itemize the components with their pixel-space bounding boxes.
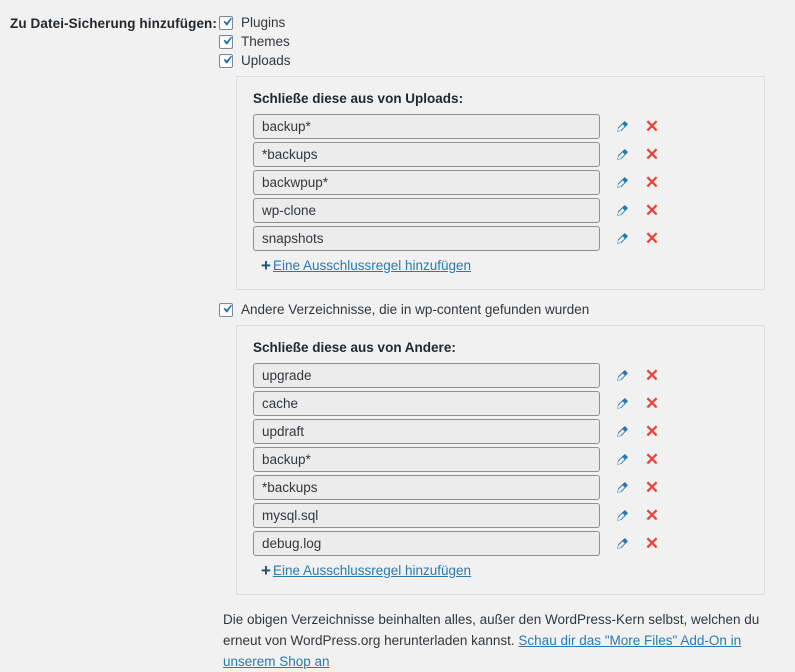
exclusion-row xyxy=(253,114,748,139)
checkbox-row-themes[interactable] xyxy=(219,32,785,51)
edit-icon[interactable] xyxy=(614,536,630,552)
close-x-icon[interactable]: ✕ xyxy=(644,449,660,469)
edit-icon[interactable] xyxy=(614,203,630,219)
other-exclusion-title: Schließe diese aus von Andere: xyxy=(253,340,456,355)
close-x-icon[interactable]: ✕ xyxy=(644,421,660,441)
other-exclusion-input-6[interactable] xyxy=(253,503,600,528)
checkbox-row-uploads[interactable] xyxy=(219,51,785,70)
more-files-addon-link[interactable]: Schau dir das "More Files" Add-On in unserem Shop an xyxy=(223,633,742,669)
checkbox-row-plugins[interactable] xyxy=(219,13,785,32)
checkbox-label-other-directories: Andere Verzeichnisse, die in wp-content gefunden wurden xyxy=(241,302,590,317)
edit-icon[interactable] xyxy=(614,119,630,135)
close-x-icon[interactable]: ✕ xyxy=(644,116,660,136)
exclusion-row xyxy=(253,475,748,500)
fields-column xyxy=(219,13,785,672)
edit-icon[interactable] xyxy=(614,424,630,440)
edit-icon[interactable] xyxy=(614,480,630,496)
close-x-icon[interactable]: ✕ xyxy=(644,200,660,220)
uploads-exclusion-title: Schließe diese aus von Uploads: xyxy=(253,91,464,106)
edit-icon[interactable] xyxy=(614,508,630,524)
uploads-exclusion-input-4[interactable] xyxy=(253,198,600,223)
other-exclusion-input-3[interactable] xyxy=(253,419,600,444)
checkbox-label-themes: Themes xyxy=(241,34,290,49)
add-uploads-exclusion-row[interactable] xyxy=(261,255,748,275)
other-exclusion-panel xyxy=(236,325,765,595)
add-other-exclusion-link[interactable]: Eine Ausschlussregel hinzufügen xyxy=(272,563,472,578)
other-exclusion-input-2[interactable] xyxy=(253,391,600,416)
plus-icon: + xyxy=(261,560,271,580)
edit-icon[interactable] xyxy=(614,368,630,384)
close-x-icon[interactable]: ✕ xyxy=(644,505,660,525)
edit-icon[interactable] xyxy=(614,396,630,412)
uploads-exclusion-input-2[interactable] xyxy=(253,142,600,167)
close-x-icon[interactable]: ✕ xyxy=(644,477,660,497)
exclusion-row xyxy=(253,503,748,528)
uploads-exclusion-input-5[interactable] xyxy=(253,226,600,251)
exclusion-row xyxy=(253,447,748,472)
close-x-icon[interactable]: ✕ xyxy=(644,172,660,192)
edit-icon[interactable] xyxy=(614,175,630,191)
close-x-icon[interactable]: ✕ xyxy=(644,393,660,413)
close-x-icon[interactable]: ✕ xyxy=(644,533,660,553)
page-title: Zu Datei-Sicherung hinzufügen: xyxy=(10,16,217,31)
edit-icon[interactable] xyxy=(614,147,630,163)
description-note-text: Die obigen Verzeichnisse beinhalten alles, außer den WordPress-Kern selbst, welchen du erneut von WordPress.org herunterladen kannst. xyxy=(223,612,760,648)
exclusion-row xyxy=(253,170,748,195)
checkbox-label-uploads: Uploads xyxy=(241,53,291,68)
other-exclusion-input-7[interactable] xyxy=(253,531,600,556)
checkbox-themes[interactable] xyxy=(219,35,233,49)
close-x-icon[interactable]: ✕ xyxy=(644,365,660,385)
other-exclusion-input-1[interactable] xyxy=(253,363,600,388)
uploads-exclusion-panel xyxy=(236,76,765,290)
close-x-icon[interactable]: ✕ xyxy=(644,228,660,248)
checkbox-row-other-directories[interactable] xyxy=(219,300,785,319)
other-exclusion-input-5[interactable] xyxy=(253,475,600,500)
add-uploads-exclusion-link[interactable]: Eine Ausschlussregel hinzufügen xyxy=(272,258,472,273)
other-exclusion-input-4[interactable] xyxy=(253,447,600,472)
checkbox-other-directories[interactable] xyxy=(219,303,233,317)
exclusion-row xyxy=(253,198,748,223)
uploads-exclusion-input-3[interactable] xyxy=(253,170,600,195)
exclusion-row xyxy=(253,226,748,251)
exclusion-row xyxy=(253,531,748,556)
exclusion-row xyxy=(253,391,748,416)
plus-icon: + xyxy=(261,255,271,275)
description-note xyxy=(223,609,793,672)
checkbox-label-plugins: Plugins xyxy=(241,15,286,30)
exclusion-row xyxy=(253,363,748,388)
exclusion-row xyxy=(253,419,748,444)
close-x-icon[interactable]: ✕ xyxy=(644,144,660,164)
uploads-exclusion-input-1[interactable] xyxy=(253,114,600,139)
edit-icon[interactable] xyxy=(614,452,630,468)
edit-icon[interactable] xyxy=(614,231,630,247)
checkbox-plugins[interactable] xyxy=(219,16,233,30)
file-targets-checkbox-group xyxy=(219,13,785,70)
checkbox-uploads[interactable] xyxy=(219,54,233,68)
exclusion-row xyxy=(253,142,748,167)
add-other-exclusion-row[interactable] xyxy=(261,560,748,580)
